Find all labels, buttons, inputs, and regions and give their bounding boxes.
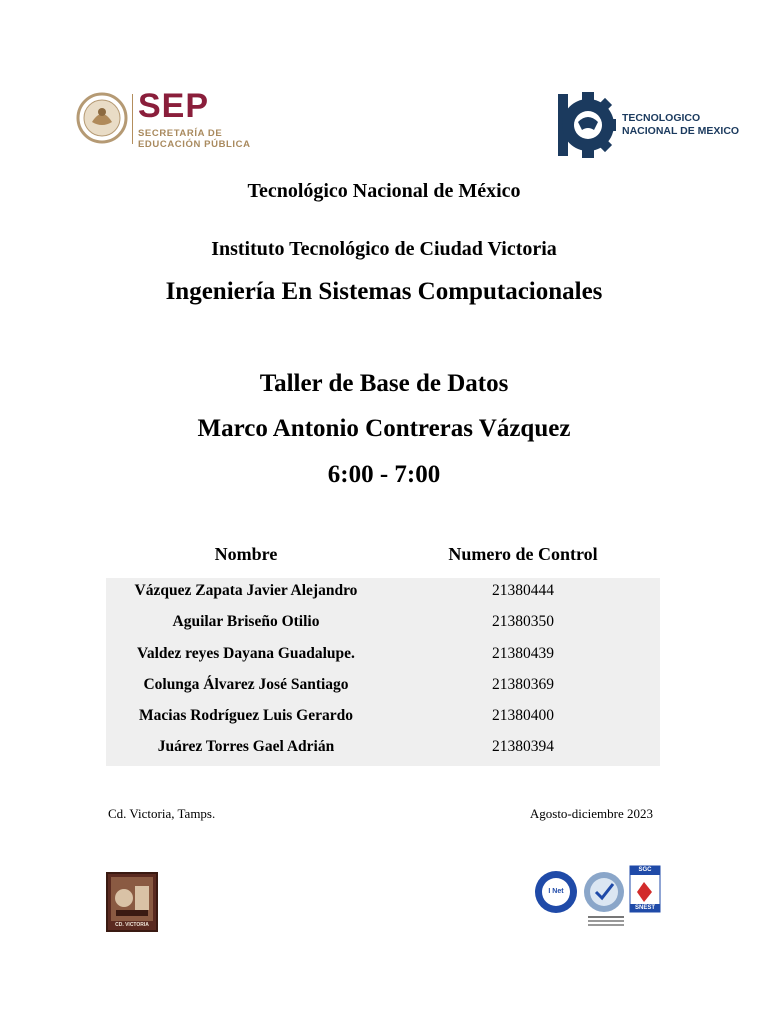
teacher-name: Marco Antonio Contreras Vázquez — [197, 415, 571, 442]
control-number: 21380444 — [492, 582, 554, 599]
period-text: Agosto-diciembre 2023 — [529, 806, 653, 821]
sep-wordmark: SEP — [138, 87, 210, 125]
control-number: 21380369 — [492, 676, 554, 693]
table-row — [106, 609, 660, 640]
table-row — [106, 703, 660, 734]
control-number: 21380350 — [492, 613, 554, 630]
student-name: Macias Rodríguez Luis Gerardo — [139, 707, 353, 724]
cert-inet-label: I Net — [548, 888, 564, 895]
table-row — [106, 641, 660, 672]
campus-title: Instituto Tecnológico de Ciudad Victoria — [211, 238, 557, 260]
sep-subtitle: SECRETARÍA DE EDUCACIÓN PÚBLICA — [138, 128, 251, 150]
career-title: Ingeniería En Sistemas Computacionales — [165, 278, 603, 305]
tecnm-text: TECNOLOGICO NACIONAL DE MEXICO — [622, 112, 740, 137]
student-name: Vázquez Zapata Javier Alejandro — [134, 582, 358, 599]
control-number: 21380394 — [492, 738, 554, 755]
student-name: Juárez Torres Gael Adrián — [157, 738, 335, 755]
table-row — [106, 578, 660, 609]
tecnm-gear-icon — [554, 90, 618, 160]
sep-divider — [132, 94, 133, 144]
tecnm-logo — [554, 90, 740, 160]
table-row — [106, 672, 660, 703]
control-number: 21380400 — [492, 707, 554, 724]
certification-logos — [534, 862, 664, 932]
control-number: 21380439 — [492, 645, 554, 662]
subject-title: Taller de Base de Datos — [259, 370, 509, 397]
place-text: Cd. Victoria, Tamps. — [108, 806, 216, 821]
institution-title: Tecnológico Nacional de México — [247, 180, 521, 202]
schedule: 6:00 - 7:00 — [327, 461, 441, 488]
student-name: Valdez reyes Dayana Guadalupe. — [137, 645, 355, 662]
students-table — [106, 578, 660, 766]
national-seal-icon — [76, 92, 128, 144]
column-header-name: Nombre — [214, 544, 278, 564]
table-row — [106, 734, 660, 765]
itcv-logo — [106, 872, 158, 932]
itcv-label: CD. VICTORIA — [115, 922, 149, 928]
column-header-control: Numero de Control — [448, 544, 598, 564]
cert-sgc-label: SGC — [638, 867, 652, 873]
student-name: Colunga Álvarez José Santiago — [143, 676, 349, 693]
cert-snest-label: SNEST — [634, 905, 655, 911]
sep-logo — [76, 88, 256, 150]
student-name: Aguilar Briseño Otilio — [172, 613, 320, 630]
